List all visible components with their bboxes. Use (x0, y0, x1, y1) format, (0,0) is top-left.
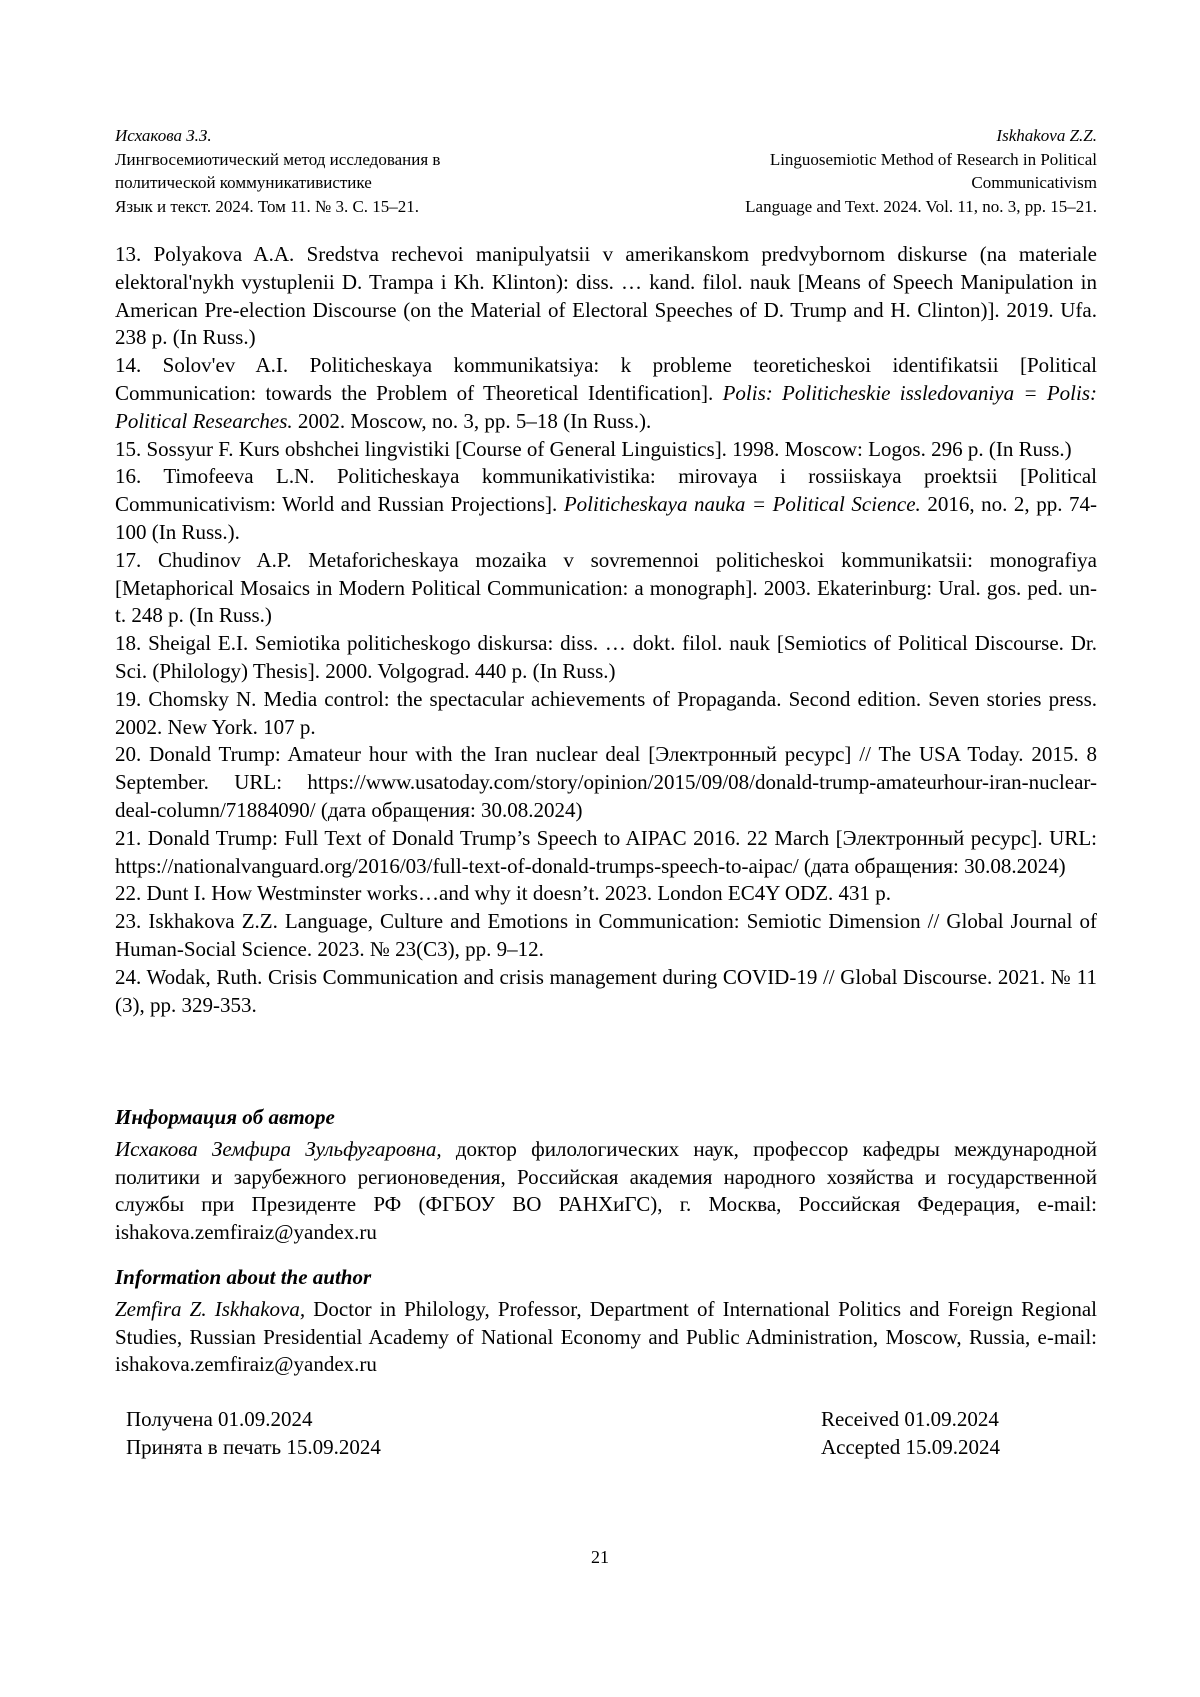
reference-item: 13. Polyakova A.A. Sredstva rechevoi manipulyatsii v amerikanskom predvybornom diskurse (na materiale elektoral'nykh vystuplenii D. Trampa i Kh. Klinton): diss. … kand. filol. nauk [Means of Speech Manipulation in American Pre-election Discourse (on the Material of Electoral Speeches of D. Trump and H. Clinton)]. 2019. Ufa. 238 p. (In Russ.) (115, 242, 1097, 350)
header-source-ru: Язык и текст. 2024. Том 11. № 3. С. 15–21. (115, 196, 420, 216)
author-info-ru (115, 1100, 1097, 1247)
received-date-ru: Получена 01.09.2024 (126, 1407, 313, 1431)
page-number: 21 (591, 1547, 609, 1567)
author-info-text-ru: Исхакова Земфира Зульфугаровна, доктор филологических наук, профессор кафедры международной политики и зарубежного регионоведения, Российская академия народного хозяйства и государственной службы при Президенте РФ (ФГБОУ ВО РАНХиГС), г. Москва, Российская Федерация, e-mail: ishakova.zemfiraiz@yandex.ru (115, 1136, 1097, 1245)
author-name-en: Zemfira Z. Iskhakova, (115, 1296, 306, 1321)
header-title-en-line2: Communicativism (971, 173, 1097, 192)
header-right-en (745, 124, 1097, 218)
accepted-date-en: Accepted 15.09.2024 (820, 1435, 1000, 1459)
author-info-en (115, 1260, 1097, 1379)
header-title-en-line1: Linguosemiotic Method of Research in Political (769, 149, 1097, 169)
header-author-en: Iskhakova Z.Z. (996, 126, 1097, 145)
header-title-ru-line1: Лингвосемиотический метод исследования в (115, 149, 441, 169)
dates-ru (126, 1405, 381, 1461)
header-title-ru-line2: политической коммуникативистике (115, 173, 372, 192)
accepted-date-ru: Принята в печать 15.09.2024 (126, 1435, 381, 1459)
reference-item: 19. Chomsky N. Media control: the spectacular achievements of Propaganda. Second edition. Seven stories press. 2002. New York. 107 p. (115, 686, 1097, 739)
reference-item: 21. Donald Trump: Full Text of Donald Trump’s Speech to AIPAC 2016. 22 March [Электронный ресурс]. URL: https://nationalvanguard.org/2016/03/full-text-of-donald-trumps-speech-to-aipac/ (дата обращения: 30.08.2024) (115, 825, 1097, 878)
running-header (115, 124, 1097, 218)
author-info-text-en: Zemfira Z. Iskhakova, Doctor in Philology, Professor, Department of International Politics and Foreign Regional Studies, Russian Presidential Academy of National Economy and Public Administration, Moscow, Russia, e-mail: ishakova.zemfiraiz@yandex.ru (115, 1296, 1097, 1377)
reference-item: 17. Chudinov A.P. Metaforicheskaya mozaika v sovremennoi politicheskoi kommunikatsii: monografiya [Metaphorical Mosaics in Modern Political Communication: a monograph]. 2003. Ekaterinburg: Ural. gos. ped. un-t. 248 p. (In Russ.) (115, 547, 1097, 628)
received-date-en: Received 01.09.2024 (820, 1407, 999, 1431)
submission-dates (126, 1405, 1000, 1461)
reference-list (115, 241, 1097, 1019)
reference-item: 16. Timofeeva L.N. Politicheskaya kommunikativistika: mirovaya i rossiiskaya proektsii [Political Communicativism: World and Russian Projections]. Politicheskaya nauka = Political Science. 2016, no. 2, pp. 74-100 (In Russ.). (115, 464, 1097, 544)
reference-item: 14. Solov'ev A.I. Politicheskaya kommunikatsiya: k probleme teoreticheskoi identifikatsii [Political Communication: towards the Problem of Theoretical Identification]. Polis: Politicheskie issledovaniya = Polis: Political Researches. 2002. Moscow, no. 3, pp. 5–18 (In Russ.). (115, 353, 1097, 433)
reference-item: 20. Donald Trump: Amateur hour with the Iran nuclear deal [Электронный ресурс] // The USA Today. 2015. 8 September. URL: https://www.usatoday.com/story/opinion/2015/09/08/donald-trump-amateurhour-iran-nuclear-deal-column/71884090/ (дата обращения: 30.08.2024) (115, 742, 1097, 822)
reference-item: 18. Sheigal E.I. Semiotika politicheskogo diskursa: diss. … dokt. filol. nauk [Semiotics of Political Discourse. Dr. Sci. (Philology) Thesis]. 2000. Volgograd. 440 p. (In Russ.) (115, 631, 1097, 683)
header-source-en: Language and Text. 2024. Vol. 11, no. 3, pp. 15–21. (745, 196, 1097, 216)
reference-item: 15. Sossyur F. Kurs obshchei lingvistiki [Course of General Linguistics]. 1998. Moscow: Logos. 296 p. (In Russ.) (115, 436, 1072, 461)
dates-en (821, 1405, 1000, 1461)
reference-item: 22. Dunt I. How Westminster works…and why it doesn’t. 2023. London EC4Y ODZ. 431 p. (115, 881, 892, 906)
header-author-ru: Исхакова З.З. (115, 126, 212, 145)
reference-item: 23. Iskhakova Z.Z. Language, Culture and Emotions in Communication: Semiotic Dimension // Global Journal of Human-Social Science. 2023. № 23(C3), pp. 9–12. (115, 909, 1097, 961)
author-info-heading-en: Information about the author (115, 1265, 372, 1289)
author-name-ru: Исхакова Земфира Зульфугаровна, (115, 1136, 442, 1161)
author-info-heading-ru: Информация об авторе (115, 1105, 335, 1129)
reference-item: 24. Wodak, Ruth. Crisis Communication and crisis management during COVID-19 // Global Discourse. 2021. № 11 (3), pp. 329-353. (115, 964, 1097, 1017)
header-left-ru (115, 124, 440, 218)
